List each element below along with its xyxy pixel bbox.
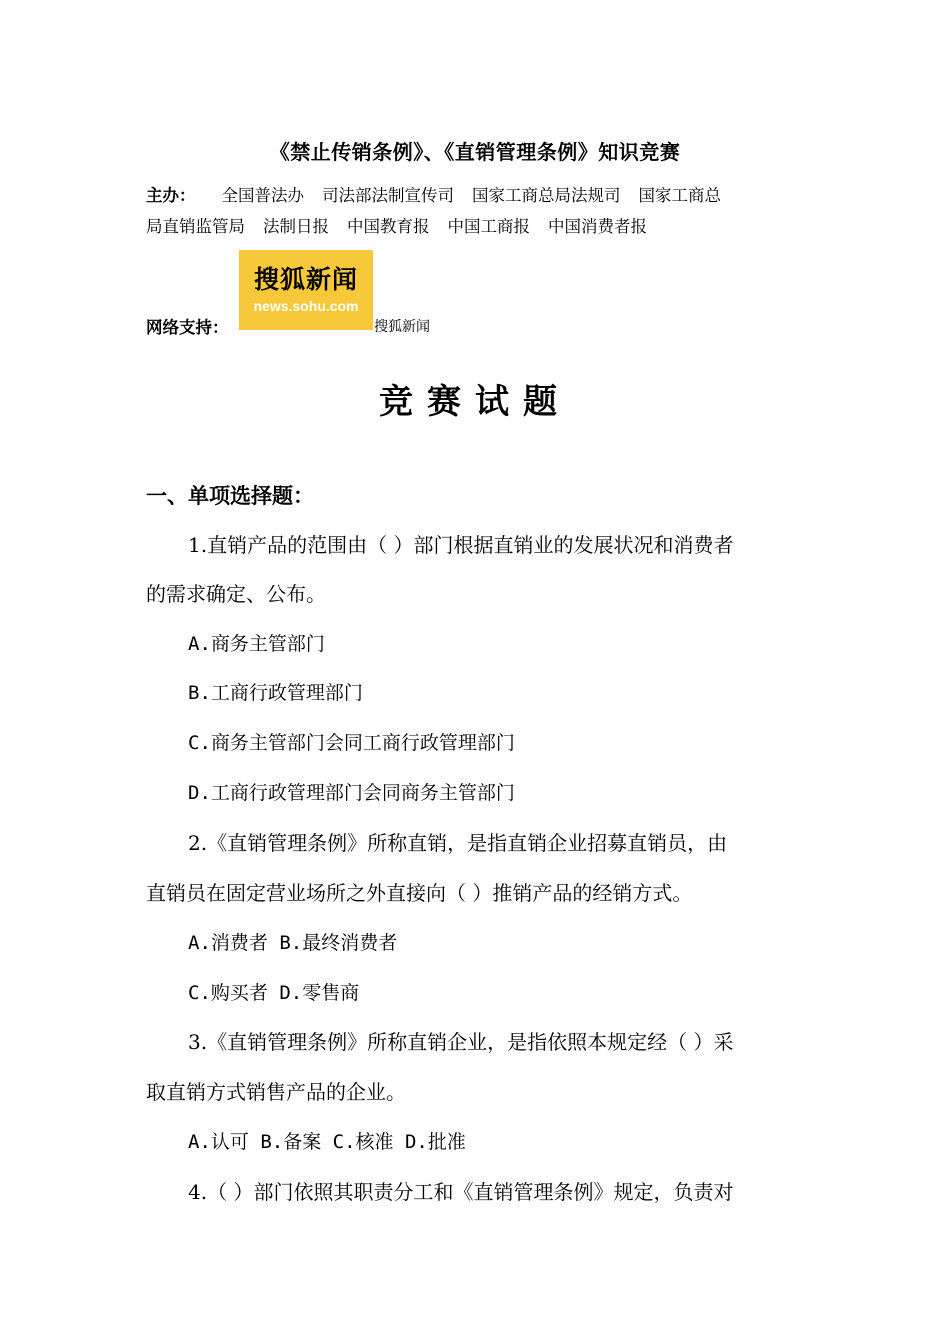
answer-option: C.购买者 D.零售商 [188, 982, 360, 1004]
answer-option: D.工商行政管理部门会同商务主管部门 [188, 782, 515, 804]
logo-url-text: news.sohu.com [253, 298, 359, 314]
organizers-label: 主办： [146, 186, 196, 205]
organizer-name: 中国教育报 [347, 217, 430, 236]
organizer-name: 中国工商报 [447, 217, 530, 236]
organizer-name: 国家工商总 [638, 186, 721, 205]
network-support-label: 网络支持： [146, 318, 229, 337]
organizers-line-1 [146, 180, 811, 211]
sohu-news-logo [239, 250, 373, 330]
question-stem: 4.（ ）部门依照其职责分工和《直销管理条例》规定，负责对 [188, 1180, 734, 1204]
answer-option: A.消费者 B.最终消费者 [188, 932, 398, 954]
organizer-name: 局直销监管局 [146, 217, 245, 236]
organizer-name: 全国普法办 [221, 186, 304, 205]
document-title: 《禁止传销条例》、《直销管理条例》知识竞赛 [269, 140, 681, 164]
question-stem-continued: 的需求确定、公布。 [146, 582, 326, 606]
answer-option: B.工商行政管理部门 [188, 682, 363, 704]
organizers-block [146, 180, 811, 242]
answer-option: A.商务主管部门 [188, 633, 325, 655]
answer-option: A.认可 B.备案 C.核准 D.批准 [188, 1131, 466, 1153]
organizer-name: 司法部法制宣传司 [322, 186, 454, 205]
organizer-name: 国家工商总局法规司 [472, 186, 621, 205]
question-stem: 1.直销产品的范围由（ ）部门根据直销业的发展状况和消费者 [188, 533, 734, 557]
question-stem: 3.《直销管理条例》所称直销企业，是指依照本规定经（ ）采 [188, 1030, 734, 1054]
question-stem: 2.《直销管理条例》所称直销，是指直销企业招募直销员，由 [188, 831, 728, 855]
question-stem-continued: 取直销方式销售产品的企业。 [146, 1080, 406, 1104]
logo-chinese-text: 搜狐新闻 [253, 265, 358, 294]
organizer-name: 法制日报 [263, 217, 329, 236]
section-title: 竞赛试题 [379, 382, 571, 422]
network-support-caption: 搜狐新闻 [374, 319, 430, 335]
organizer-name: 中国消费者报 [548, 217, 647, 236]
part-heading: 一、单项选择题： [146, 484, 314, 508]
organizers-line-2 [146, 211, 811, 242]
question-stem-continued: 直销员在固定营业场所之外直接向（ ）推销产品的经销方式。 [146, 881, 693, 905]
answer-option: C.商务主管部门会同工商行政管理部门 [188, 732, 515, 754]
